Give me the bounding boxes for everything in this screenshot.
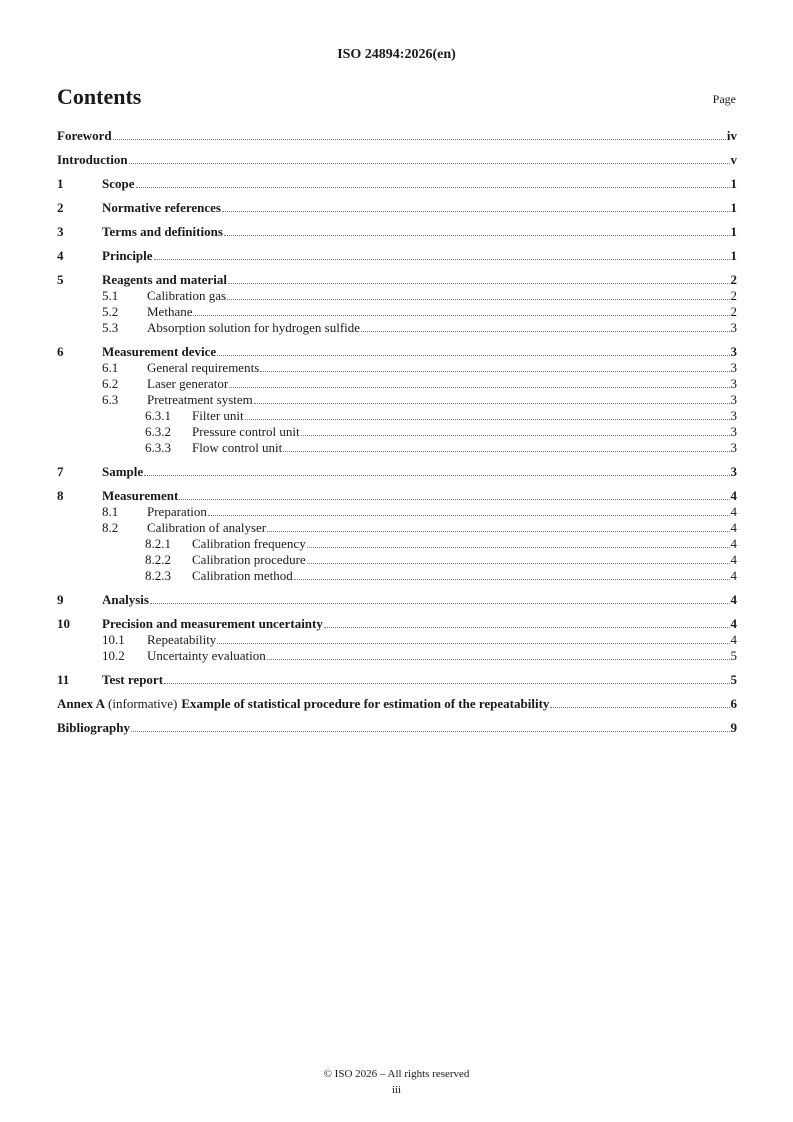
dot-leader xyxy=(254,403,730,404)
toc-entry[interactable] xyxy=(57,152,737,168)
dot-leader xyxy=(217,355,729,356)
toc-entry[interactable] xyxy=(57,392,737,408)
toc-entry-title[interactable]: Scope xyxy=(102,176,135,191)
toc-entry[interactable] xyxy=(57,632,737,648)
toc-entry-title[interactable]: General requirements xyxy=(147,360,260,375)
toc-entry[interactable] xyxy=(57,304,737,320)
dot-leader xyxy=(267,531,729,532)
toc-entry-number: 7 xyxy=(57,464,64,479)
toc-entry-title[interactable]: Preparation xyxy=(147,504,207,519)
toc-entry-page[interactable]: 3 xyxy=(730,464,737,479)
dot-leader xyxy=(229,387,729,388)
toc-entry-number: 8.2.1 xyxy=(145,536,171,551)
toc-entry-page[interactable]: 4 xyxy=(730,536,737,551)
dot-leader xyxy=(267,659,730,660)
dot-leader xyxy=(129,163,730,164)
toc-entry-page[interactable]: 4 xyxy=(730,552,737,567)
toc-entry[interactable] xyxy=(57,520,737,536)
toc-entry-page[interactable]: 5 xyxy=(730,648,737,663)
toc-entry-title[interactable]: Calibration gas xyxy=(147,288,227,303)
toc-entry-title[interactable]: Measurement xyxy=(102,488,179,503)
toc-entry-page[interactable]: 6 xyxy=(730,696,737,711)
toc-entry-number: 6.3.1 xyxy=(145,408,171,423)
toc-entry[interactable] xyxy=(57,648,737,664)
document-id-header: ISO 24894:2026(en) xyxy=(337,47,456,62)
toc-entry-page[interactable]: 1 xyxy=(730,248,737,263)
toc-entry[interactable] xyxy=(57,176,737,192)
toc-entry[interactable] xyxy=(57,552,737,568)
toc-entry[interactable] xyxy=(57,464,737,480)
toc-entry-title[interactable]: Calibration procedure xyxy=(192,552,306,567)
dot-leader xyxy=(228,283,730,284)
toc-entry-title[interactable]: Pressure control unit xyxy=(192,424,300,439)
toc-entry[interactable] xyxy=(57,344,737,360)
toc-entry-page[interactable]: 3 xyxy=(730,376,737,391)
toc-entry-number: 8 xyxy=(57,488,64,503)
toc-entry-title[interactable]: Normative references xyxy=(102,200,221,215)
toc-entry-page[interactable]: 2 xyxy=(730,304,737,319)
toc-entry-page[interactable]: 4 xyxy=(730,632,737,647)
toc-entry-number: Annex A xyxy=(57,696,106,711)
toc-entry-page[interactable]: 9 xyxy=(730,720,737,735)
toc-entry-title[interactable]: Principle xyxy=(102,248,153,263)
toc-entry-page[interactable]: 3 xyxy=(730,344,737,359)
dot-leader xyxy=(301,435,730,436)
toc-entry-number: 6.3 xyxy=(102,392,119,407)
toc-entry-number: 6.1 xyxy=(102,360,119,375)
toc-entry-number: 6.2 xyxy=(102,376,119,391)
toc-entry[interactable] xyxy=(57,720,737,736)
toc-entry[interactable] xyxy=(57,488,737,504)
toc-entry[interactable] xyxy=(57,696,737,712)
toc-entry-page[interactable]: 2 xyxy=(730,288,737,303)
toc-entry[interactable] xyxy=(57,440,737,456)
toc-entry-number: 8.2.3 xyxy=(145,568,171,583)
toc-entry-title[interactable]: Terms and definitions xyxy=(102,224,223,239)
toc-entry-title[interactable]: Analysis xyxy=(102,592,149,607)
toc-entry-title[interactable]: Example of statistical procedure for estimation of the repeatability xyxy=(181,696,550,711)
toc-entry-page[interactable]: 3 xyxy=(730,392,737,407)
dot-leader xyxy=(113,139,726,140)
toc-entry-title[interactable]: Calibration of analyser xyxy=(147,520,267,535)
toc-entry[interactable] xyxy=(57,248,737,264)
toc-entry-title[interactable]: Foreword xyxy=(57,128,112,143)
dot-leader xyxy=(217,643,729,644)
toc-entry-title[interactable]: Uncertainty evaluation xyxy=(147,648,266,663)
dot-leader xyxy=(136,187,730,188)
toc-entry[interactable] xyxy=(57,272,737,288)
toc-entry-note: (informative) xyxy=(108,696,178,711)
toc-entry[interactable] xyxy=(57,320,737,336)
toc-entry-page[interactable]: 4 xyxy=(730,504,737,519)
dot-leader xyxy=(193,315,729,316)
toc-entry-number: 2 xyxy=(57,200,64,215)
table-of-contents xyxy=(57,128,737,736)
toc-entry-title[interactable]: Test report xyxy=(102,672,164,687)
toc-entry-page[interactable]: 1 xyxy=(730,200,737,215)
page-column-label: Page xyxy=(712,92,736,106)
dot-leader xyxy=(307,547,730,548)
toc-entry[interactable] xyxy=(57,568,737,584)
toc-entry-page[interactable]: 3 xyxy=(730,424,737,439)
toc-entry[interactable] xyxy=(57,504,737,520)
toc-entry-number: 8.1 xyxy=(102,504,119,519)
toc-entry-title[interactable]: Laser generator xyxy=(147,376,229,391)
toc-entry-title[interactable]: Reagents and material xyxy=(102,272,227,287)
toc-entry-page[interactable]: 3 xyxy=(730,360,737,375)
dot-leader xyxy=(550,707,729,708)
toc-entry-number: 5.3 xyxy=(102,320,119,335)
dot-leader xyxy=(361,331,729,332)
toc-entry-number: 9 xyxy=(57,592,64,607)
toc-entry-title[interactable]: Measurement device xyxy=(102,344,217,359)
toc-entry-page[interactable]: 4 xyxy=(730,616,737,631)
toc-entry-title[interactable]: Repeatability xyxy=(147,632,217,647)
toc-entry-page[interactable]: iv xyxy=(726,128,737,143)
toc-entry-page[interactable]: 3 xyxy=(730,440,737,455)
dot-leader xyxy=(227,299,729,300)
toc-entry-number: 6.3.3 xyxy=(145,440,171,455)
toc-entry-page[interactable]: 4 xyxy=(730,592,737,607)
dot-leader xyxy=(260,371,729,372)
page-number: iii xyxy=(391,1084,402,1096)
dot-leader xyxy=(294,579,730,580)
toc-entry[interactable] xyxy=(57,592,737,608)
toc-entry-page[interactable]: 4 xyxy=(730,520,737,535)
toc-entry-number: 3 xyxy=(57,224,64,239)
toc-entry-title[interactable]: Flow control unit xyxy=(192,440,283,455)
toc-entry-number: 11 xyxy=(57,672,70,687)
dot-leader xyxy=(144,475,729,476)
dot-leader xyxy=(283,451,729,452)
dot-leader xyxy=(164,683,729,684)
toc-entry-title[interactable]: Bibliography xyxy=(57,720,130,735)
toc-entry-number: 10.1 xyxy=(102,632,125,647)
toc-entry-page[interactable]: 1 xyxy=(730,176,737,191)
toc-entry-page[interactable]: 2 xyxy=(730,272,737,287)
dot-leader xyxy=(222,211,730,212)
toc-entry-page[interactable]: 4 xyxy=(730,488,737,503)
toc-entry-number: 5.2 xyxy=(102,304,119,319)
toc-entry[interactable] xyxy=(57,536,737,552)
toc-entry-number: 4 xyxy=(57,248,64,263)
dot-leader xyxy=(150,603,730,604)
toc-entry[interactable] xyxy=(57,200,737,216)
toc-entry[interactable] xyxy=(57,376,737,392)
toc-entry[interactable] xyxy=(57,616,737,632)
dot-leader xyxy=(208,515,730,516)
toc-entry-title[interactable]: Calibration frequency xyxy=(192,536,306,551)
toc-entry-title[interactable]: Absorption solution for hydrogen sulfide xyxy=(147,320,361,335)
toc-entry-number: 10 xyxy=(57,616,70,631)
toc-entry-page[interactable]: 1 xyxy=(730,224,737,239)
dot-leader xyxy=(224,235,730,236)
toc-entry[interactable] xyxy=(57,224,737,240)
toc-entry-page[interactable]: 4 xyxy=(730,568,737,583)
dot-leader xyxy=(154,259,730,260)
toc-entry[interactable] xyxy=(57,424,737,440)
page-footer xyxy=(0,1066,793,1098)
toc-entry-number: 1 xyxy=(57,176,64,191)
toc-entry-number: 6.3.2 xyxy=(145,424,171,439)
copyright-notice: © ISO 2026 – All rights reserved xyxy=(323,1068,470,1080)
toc-entry-page[interactable]: 3 xyxy=(730,320,737,335)
toc-entry-page[interactable]: 5 xyxy=(730,672,737,687)
toc-entry-title[interactable]: Pretreatment system xyxy=(147,392,253,407)
toc-entry-number: 6 xyxy=(57,344,64,359)
toc-entry-page[interactable]: 3 xyxy=(730,408,737,423)
toc-entry[interactable] xyxy=(57,128,737,144)
toc-entry-title[interactable]: Introduction xyxy=(57,152,128,167)
toc-entry[interactable] xyxy=(57,360,737,376)
toc-entry-page[interactable]: v xyxy=(730,152,737,167)
toc-entry-title[interactable]: Precision and measurement uncertainty xyxy=(102,616,323,631)
toc-entry[interactable] xyxy=(57,288,737,304)
toc-entry-number: 8.2.2 xyxy=(145,552,171,567)
dot-leader xyxy=(324,627,730,628)
dot-leader xyxy=(307,563,730,564)
toc-entry-number: 10.2 xyxy=(102,648,125,663)
page-title: Contents xyxy=(57,84,142,109)
toc-entry-title[interactable]: Methane xyxy=(147,304,193,319)
toc-entry[interactable] xyxy=(57,408,737,424)
dot-leader xyxy=(179,499,729,500)
toc-entry-title[interactable]: Filter unit xyxy=(192,408,244,423)
toc-entry-number: 5 xyxy=(57,272,64,287)
dot-leader xyxy=(131,731,730,732)
toc-entry-number: 8.2 xyxy=(102,520,119,535)
toc-entry[interactable] xyxy=(57,672,737,688)
toc-entry-title[interactable]: Calibration method xyxy=(192,568,293,583)
toc-entry-title[interactable]: Sample xyxy=(102,464,144,479)
toc-entry-number: 5.1 xyxy=(102,288,119,303)
dot-leader xyxy=(245,419,730,420)
